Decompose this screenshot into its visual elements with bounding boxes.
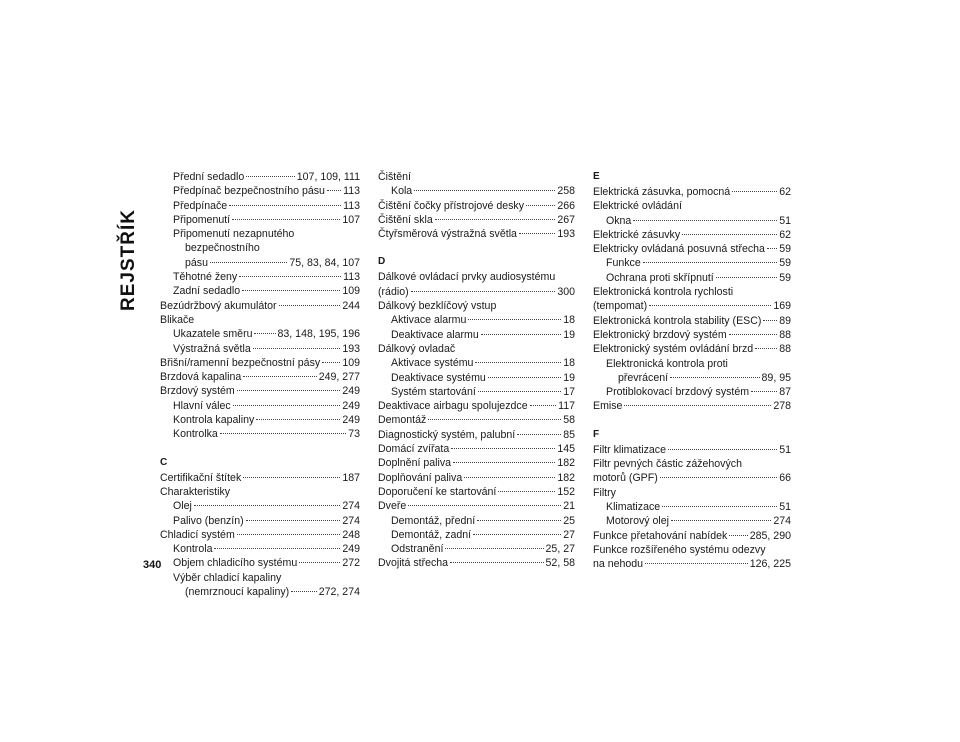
index-entry: Čištění čočky přístrojové desky 266: [378, 199, 575, 212]
index-entry: Filtry: [593, 486, 616, 499]
index-column-3: [593, 170, 791, 571]
index-entry: Objem chladicího systému 272: [173, 557, 360, 570]
index-entry: Blikače: [160, 313, 195, 326]
index-entry: Břišní/ramenní bezpečnostní pásy 109: [160, 356, 360, 369]
index-entry: Demontáž, přední 25: [391, 514, 575, 527]
index-entry: Bezúdržbový akumulátor 244: [160, 299, 360, 312]
page-number: 340: [143, 559, 162, 571]
index-entry: Aktivace systému 18: [391, 357, 575, 370]
index-entry: Palivo (benzín) 274: [173, 514, 360, 527]
index-entry: Klimatizace 51: [606, 500, 791, 513]
index-entry: Dálkové ovládací prvky audiosystému: [378, 271, 556, 284]
index-entry: Kontrola 249: [173, 543, 360, 556]
index-entry: Aktivace alarmu 18: [391, 314, 575, 327]
index-entry: Elektrické zásuvky 62: [593, 228, 791, 241]
index-letter-heading: F: [593, 428, 600, 440]
index-entry: Motorový olej 274: [606, 515, 791, 528]
index-entry: Filtr pevných částic zážehových: [593, 458, 742, 471]
index-entry: (tempomat) 169: [593, 300, 791, 313]
index-letter-heading: C: [160, 456, 168, 468]
index-entry: Doplňování paliva 182: [378, 471, 575, 484]
index-entry: motorů (GPF) 66: [593, 472, 791, 485]
index-entry: Dálkový ovladač: [378, 342, 456, 355]
index-entry: Chladicí systém 248: [160, 528, 360, 541]
index-entry: Přední sedadlo 107, 109, 111: [173, 171, 360, 183]
index-letter-heading: D: [378, 256, 386, 268]
index-entry: Domácí zvířata 145: [378, 443, 575, 456]
index-entry: Ukazatele směru 83, 148, 195, 196: [173, 328, 360, 341]
index-entry: Demontáž 58: [378, 414, 575, 427]
index-entry: Dálkový bezklíčový vstup: [378, 300, 497, 313]
index-entry: Elektrická zásuvka, pomocná 62: [593, 186, 791, 198]
index-entry: Těhotné ženy 113: [173, 271, 360, 284]
index-entry: Diagnostický systém, palubní 85: [378, 428, 575, 441]
index-entry: Elektronická kontrola proti: [606, 357, 728, 370]
index-entry: Elektronická kontrola stability (ESC) 89: [593, 314, 791, 327]
index-entry: Kontrolka 73: [173, 428, 360, 441]
index-column-2: [378, 170, 575, 571]
index-entry: Doporučení ke startování 152: [378, 485, 575, 498]
index-entry: převrácení 89, 95: [618, 371, 791, 384]
index-letter-heading: E: [593, 171, 600, 182]
index-entry: Brzdový systém 249: [160, 385, 360, 398]
index-entry: Výběr chladicí kapaliny: [173, 571, 282, 584]
index-entry: Zadní sedadlo 109: [173, 285, 360, 298]
index-entry: Hlavní válec 249: [173, 399, 360, 412]
index-entry: Čištění: [378, 171, 411, 183]
index-entry: Čištění skla 267: [378, 213, 575, 226]
index-entry: Předpínač bezpečnostního pásu 113: [173, 185, 360, 198]
index-entry: Elektronický systém ovládání brzd 88: [593, 343, 791, 356]
index-entry: Výstražná světla 193: [173, 342, 360, 355]
index-entry: Čtyřsměrová výstražná světla 193: [378, 228, 575, 241]
index-entry: Dveře 21: [378, 500, 575, 513]
index-entry: Deaktivace alarmu 19: [391, 328, 575, 341]
index-entry: Funkce přetahování nabídek 285, 290: [593, 529, 791, 542]
index-entry: Certifikační štítek 187: [160, 471, 360, 484]
index-entry: Elektricky ovládaná posuvná střecha 59: [593, 243, 791, 256]
index-entry: Funkce 59: [606, 257, 791, 270]
index-entry: Charakteristiky: [160, 485, 231, 498]
index-entry: pásu 75, 83, 84, 107: [185, 256, 360, 269]
index-entry: Brzdová kapalina 249, 277: [160, 371, 360, 384]
index-column-1: [160, 170, 360, 599]
index-entry: Kola 258: [391, 185, 575, 198]
index-entry: (rádio) 300: [378, 285, 575, 298]
index-entry: Ochrana proti skřípnutí 59: [606, 271, 791, 284]
index-entry: Deaktivace airbagu spolujezdce 117: [378, 400, 575, 413]
index-entry: Demontáž, zadní 27: [391, 528, 575, 541]
index-entry: Okna 51: [606, 214, 791, 227]
index-entry: Funkce rozšířeného systému odezvy: [593, 543, 766, 556]
index-entry: Olej 274: [173, 500, 360, 513]
index-entry: Doplnění paliva 182: [378, 457, 575, 470]
index-entry: Elektronický brzdový systém 88: [593, 328, 791, 341]
index-entry: Filtr klimatizace 51: [593, 443, 791, 456]
index-entry: bezpečnostního: [185, 242, 260, 255]
index-entry: Kontrola kapaliny 249: [173, 414, 360, 427]
index-entry: (nemrznoucí kapaliny) 272, 274: [185, 586, 360, 599]
index-entry: Dvojitá střecha 52, 58: [378, 557, 575, 570]
index-entry: Systém startování 17: [391, 385, 575, 398]
section-title-vertical: REJSTŘÍK: [118, 209, 139, 311]
index-entry: Protiblokovací brzdový systém 87: [606, 386, 791, 399]
index-entry: Deaktivace systému 19: [391, 371, 575, 384]
index-entry: Předpínače 113: [173, 199, 360, 212]
index-entry: na nehodu 126, 225: [593, 558, 791, 571]
index-entry: Emise 278: [593, 400, 791, 413]
index-entry: Odstranění 25, 27: [391, 543, 575, 556]
index-entry: Připomenutí 107: [173, 213, 360, 226]
index-entry: Elektrické ovládání: [593, 200, 682, 213]
index-entry: Připomenutí nezapnutého: [173, 228, 295, 241]
index-entry: Elektronická kontrola rychlosti: [593, 286, 734, 299]
